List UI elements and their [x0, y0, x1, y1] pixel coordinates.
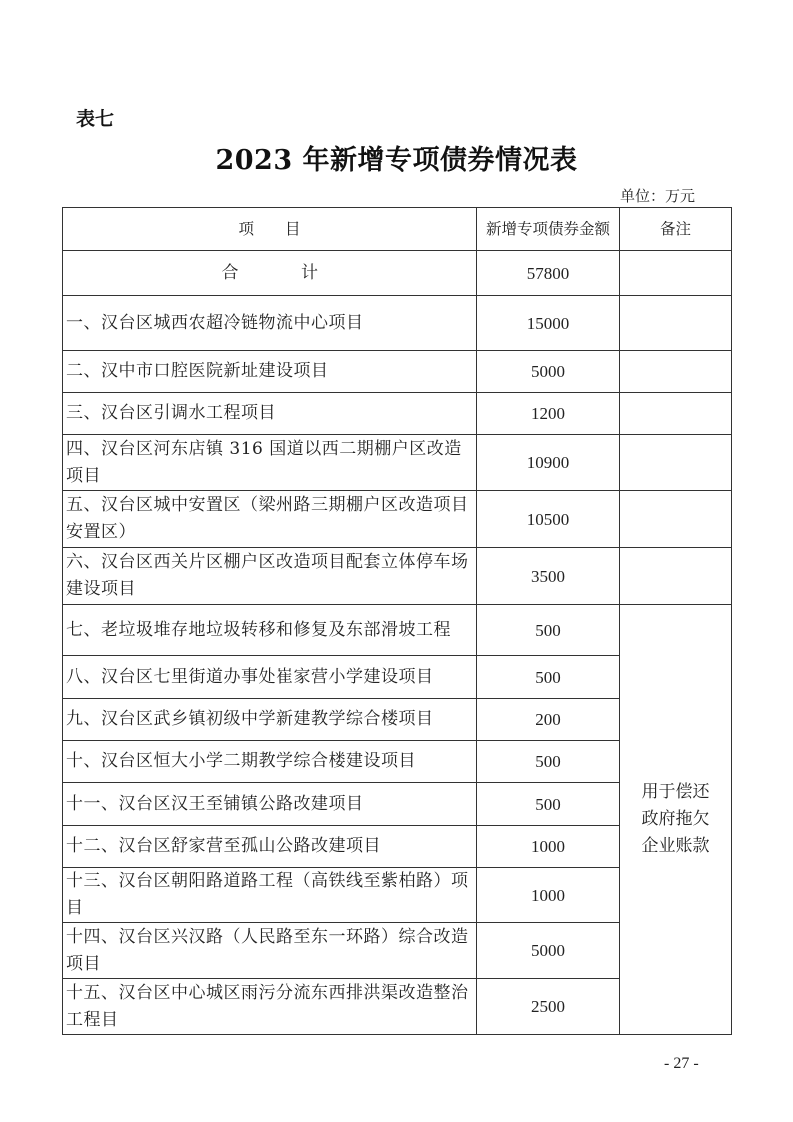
- total-row: [63, 251, 732, 296]
- bond-amount: 1000: [477, 868, 620, 923]
- note-cell: [620, 548, 732, 605]
- merged-note-cell: [620, 605, 732, 1035]
- note-cell: [620, 296, 732, 351]
- total-note: [620, 251, 732, 296]
- total-label-he: 合: [221, 262, 239, 283]
- bond-amount: 10500: [477, 491, 620, 548]
- project-name: 三、汉台区引调水工程项目: [63, 393, 477, 435]
- bond-amount: 1000: [477, 826, 620, 868]
- note-cell: [620, 435, 732, 491]
- header-amount: 新增专项债券金额: [477, 208, 620, 251]
- total-label-ji: 计: [301, 262, 319, 283]
- project-name: 六、汉台区西关片区棚户区改造项目配套立体停车场建设项目: [63, 548, 477, 605]
- bond-amount: 2500: [477, 979, 620, 1035]
- bond-amount: 500: [477, 741, 620, 783]
- table-row: [63, 548, 732, 605]
- note-cell: [620, 351, 732, 393]
- document-title: 2023 年新增专项债券情况表: [215, 145, 578, 176]
- project-name: 十三、汉台区朝阳路道路工程（高铁线至紫柏路）项目: [63, 868, 477, 923]
- table-row: [63, 605, 732, 656]
- project-name: 七、老垃圾堆存地垃圾转移和修复及东部滑坡工程: [63, 605, 477, 656]
- project-name: 四、汉台区河东店镇 316 国道以西二期棚户区改造项目: [63, 435, 477, 491]
- table-row: [63, 296, 732, 351]
- header-row: [63, 208, 732, 251]
- bond-amount: 500: [477, 656, 620, 699]
- bond-amount: 15000: [477, 296, 620, 351]
- total-amount: 57800: [477, 251, 620, 296]
- table-row: [63, 393, 732, 435]
- bond-amount: 500: [477, 783, 620, 826]
- header-note: 备注: [620, 208, 732, 251]
- bond-amount: 3500: [477, 548, 620, 605]
- table-row: [63, 351, 732, 393]
- table-row: [63, 435, 732, 491]
- project-name: 二、汉中市口腔医院新址建设项目: [63, 351, 477, 393]
- bond-amount: 500: [477, 605, 620, 656]
- merged-note-text: 用于偿还政府拖欠企业账款: [641, 782, 710, 856]
- project-name: 八、汉台区七里街道办事处崔家营小学建设项目: [63, 656, 477, 699]
- project-name: 十一、汉台区汉王至铺镇公路改建项目: [63, 783, 477, 826]
- page-number: - 27 -: [664, 1055, 699, 1072]
- bond-amount: 10900: [477, 435, 620, 491]
- total-label: [63, 251, 477, 296]
- project-name: 十五、汉台区中心城区雨污分流东西排洪渠改造整治工程目: [63, 979, 477, 1035]
- unit-label: 单位：万元: [620, 187, 696, 205]
- project-name: 五、汉台区城中安置区（梁州路三期棚户区改造项目安置区）: [63, 491, 477, 548]
- project-name: 十四、汉台区兴汉路（人民路至东一环路）综合改造项目: [63, 923, 477, 979]
- header-project: 项 目: [63, 208, 477, 251]
- table-row: [63, 491, 732, 548]
- bond-amount: 1200: [477, 393, 620, 435]
- bond-table: [62, 207, 732, 1035]
- project-name: 十、汉台区恒大小学二期教学综合楼建设项目: [63, 741, 477, 783]
- note-cell: [620, 393, 732, 435]
- bond-amount: 5000: [477, 351, 620, 393]
- note-cell: [620, 491, 732, 548]
- project-name: 九、汉台区武乡镇初级中学新建教学综合楼项目: [63, 699, 477, 741]
- table-label: 表七: [76, 108, 115, 130]
- bond-amount: 5000: [477, 923, 620, 979]
- project-name: 一、汉台区城西农超冷链物流中心项目: [63, 296, 477, 351]
- bond-amount: 200: [477, 699, 620, 741]
- project-name: 十二、汉台区舒家营至孤山公路改建项目: [63, 826, 477, 868]
